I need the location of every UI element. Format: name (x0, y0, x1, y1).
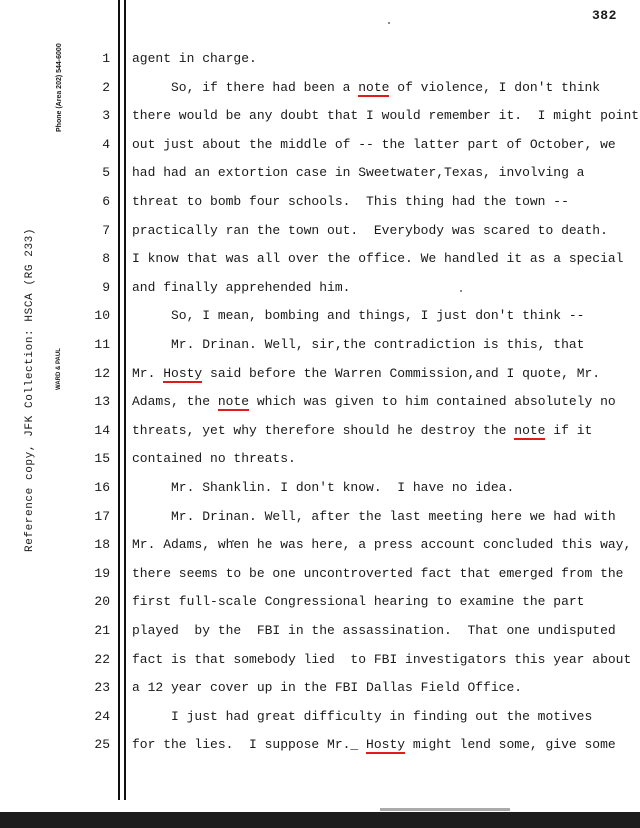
line-text-before: Adams, the (132, 394, 218, 410)
line-number: 17 (94, 508, 110, 524)
highlighted-word: Hosty (163, 365, 203, 381)
transcript-line: played by the FBI in the assassination. That one undisputed (132, 623, 616, 638)
transcript-line: first full-scale Congressional hearing to examine the part (132, 594, 585, 610)
transcript-line (132, 393, 616, 411)
transcript-line: Mr. Drinan. Well, after the last meeting here we had with (132, 508, 616, 524)
transcript-line: there would be any doubt that I would remember it. I might point (132, 108, 640, 124)
transcript-line: contained no threats. (132, 451, 296, 467)
highlighted-word: Hosty (366, 737, 406, 753)
margin-rule-left (118, 0, 120, 800)
transcript-line: agent in charge. (132, 51, 257, 66)
bottom-smudge (380, 808, 510, 811)
line-text-before: Mr. (132, 365, 164, 381)
line-number: 16 (94, 480, 110, 495)
transcript-line: Mr. Drinan. Well, sir,the contradiction is this, that (132, 337, 585, 352)
line-number: 20 (94, 594, 110, 610)
speck (460, 290, 462, 292)
margin-rule-right (124, 0, 126, 800)
transcript-line: practically ran the town out. Everybody was scared to death. (132, 222, 608, 238)
highlighted-word: note (514, 422, 546, 438)
line-number: 4 (102, 136, 110, 152)
reference-copy-stamp: Reference copy, JFK Collection: HSCA (RG 233) (24, 227, 36, 552)
line-number: 10 (94, 308, 110, 324)
line-number: 14 (94, 422, 110, 438)
line-number: 5 (102, 165, 110, 181)
line-number: 25 (94, 737, 110, 753)
speck (388, 22, 390, 24)
transcript-line: So, I mean, bombing and things, I just don't think -- (132, 308, 585, 324)
line-number: 19 (94, 565, 110, 581)
line-number: 13 (94, 394, 110, 410)
line-text-after: might lend some, give some (405, 737, 616, 753)
line-text-after: said before the Warren Commission,and I quote, Mr. (202, 365, 601, 381)
transcript-line: I know that was all over the office. We handled it as a special (132, 251, 624, 267)
transcript-line: threat to bomb four schools. This thing had the town -- (132, 194, 569, 209)
line-number: 21 (94, 623, 110, 638)
line-number: 1 (102, 51, 110, 66)
phone-stamp: Phone (Area 202) 544-6000 (56, 43, 63, 132)
line-number: 23 (94, 680, 110, 696)
transcript-line: had had an extortion case in Sweetwater,Texas, involving a (132, 165, 585, 181)
line-number: 15 (94, 451, 110, 467)
line-text-before: So, if there had been a (132, 79, 359, 95)
line-number: 2 (102, 79, 110, 95)
line-text-before: for the lies. I suppose Mr._ (132, 737, 367, 753)
line-text-before: threats, yet why therefore should he destroy the (132, 422, 515, 438)
transcript-line (132, 79, 600, 97)
line-number: 7 (102, 222, 110, 238)
transcript-line (132, 736, 616, 754)
page-number: 382 (592, 8, 617, 23)
transcript-line: out just about the middle of -- the latter part of October, we (132, 136, 616, 152)
line-number: 11 (94, 337, 110, 352)
transcript-line: Mr. Shanklin. I don't know. I have no idea. (132, 480, 515, 495)
line-text-after: of violence, I don't think (389, 79, 601, 95)
line-number: 8 (102, 251, 110, 267)
line-text-after: if it (545, 422, 593, 438)
transcript-line (132, 422, 592, 440)
line-number: 22 (94, 651, 110, 667)
line-number: 3 (102, 108, 110, 124)
line-number: 12 (94, 365, 110, 381)
line-number: 18 (94, 537, 110, 553)
line-text-after: which was given to him contained absolutely no (249, 394, 616, 410)
line-number: 6 (102, 194, 110, 209)
highlighted-word: note (217, 394, 250, 410)
bottom-edge-band (0, 812, 640, 828)
transcript-line: and finally apprehended him. (132, 279, 351, 295)
reporter-stamp: WARD & PAUL (56, 348, 62, 390)
line-number: 24 (94, 708, 110, 724)
line-number: 9 (102, 279, 110, 295)
transcript-line: fact is that somebody lied to FBI investigators this year about (132, 651, 632, 667)
transcript-line: Mr. Adams, when he was here, a press account concluded this way, (132, 537, 632, 553)
highlighted-word: note (358, 79, 390, 95)
transcript-line: there seems to be one uncontroverted fact that emerged from the (132, 565, 624, 581)
transcript-line (132, 365, 600, 383)
transcript-line: I just had great difficulty in finding out the motives (132, 708, 593, 724)
transcript-line: a 12 year cover up in the FBI Dallas Field Office. (132, 680, 523, 696)
